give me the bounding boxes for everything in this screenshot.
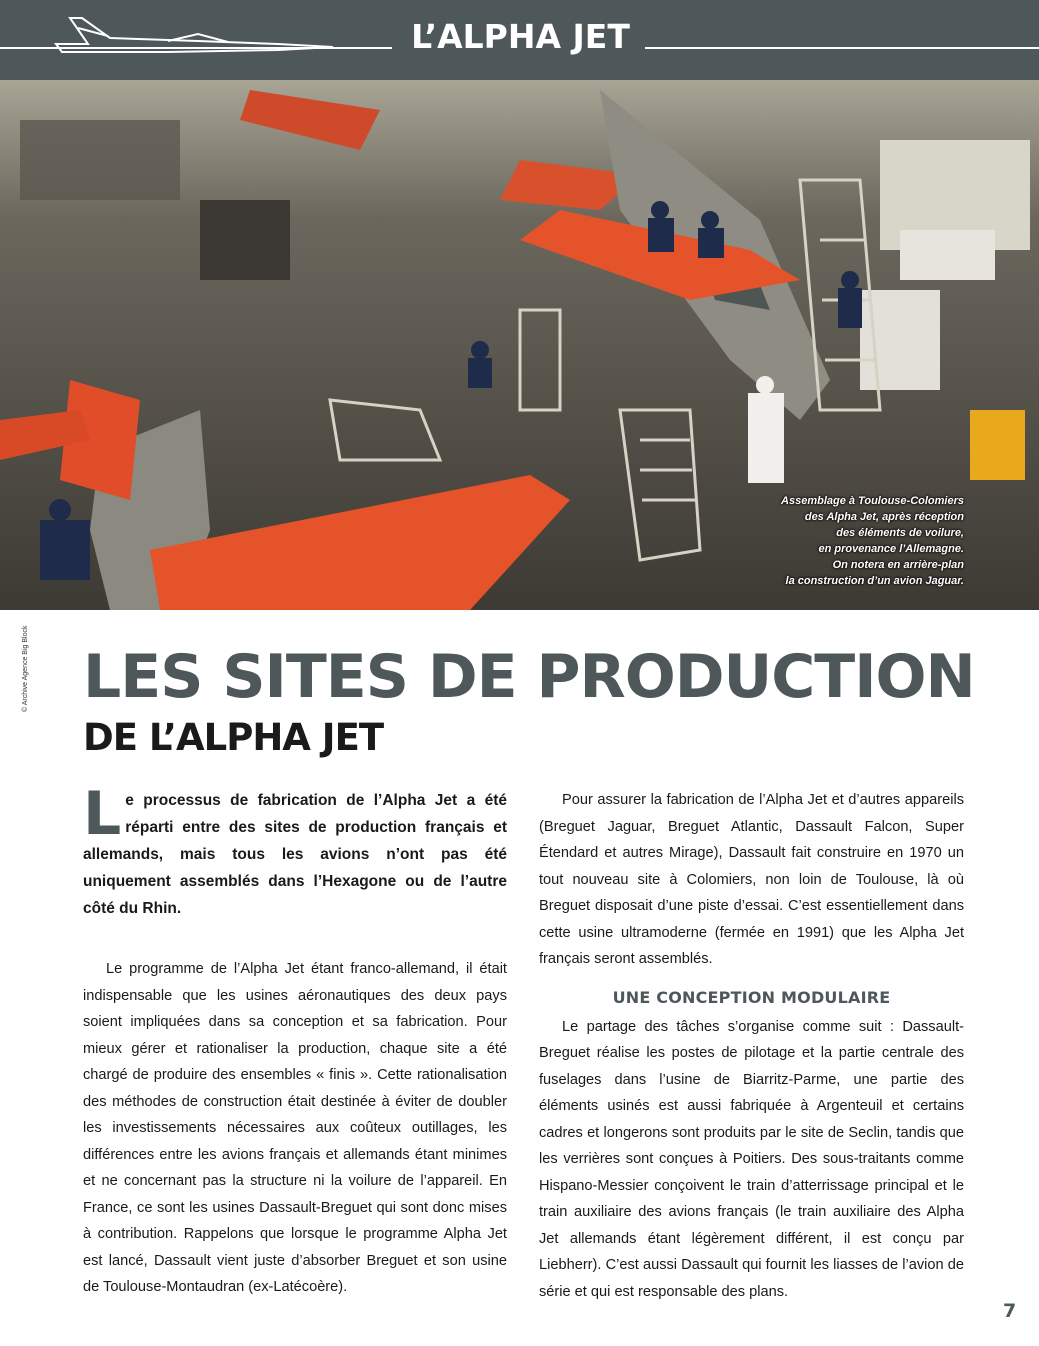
caption-line: des éléments de voilure, [836,527,964,539]
left-column [83,779,507,1301]
body-paragraph: Pour assurer la fabrication de l’Alpha Jet et d’autres appareils (Breguet Jaguar, Breguet Atlantic, Dassault Falcon, Super Étendard et autres Mirage), Dassault fait construire en 1970 un tout nouveau site à Colomiers, non loin de Toulouse, là où Breguet disposait d’une piste d’essai. C’est essentiellement dans cette usine ultramoderne (fermée en 1991) que les Alpha Jet français seront assemblés. [539,792,964,967]
body-paragraph: Le programme de l’Alpha Jet étant franco-allemand, il était indispensable que les usines aéronautiques des deux pays soient impliquées dans sa conception et sa fabrication. Pour mieux gérer et rationaliser la production, chaque site a été chargé de produire des ensembles « finis ». Cette rationalisation des méthodes de construction était destinée à éviter de doubler les investissements nécessaires aux coûteux outillages, les différences entre les avions français et allemands étant minimes et ne concernant pas la structure ni la voilure de l’appareil. En France, ce sont les usines Dassault-Breguet qui sont donc mises à contribution. Rappelons que lorsque le programme Alpha Jet est lancé, Dassault vient juste d’absorber Breguet et son usine de Toulouse-Montaudran (ex-Latécoère). [83,961,507,1295]
section-heading: UNE CONCEPTION MODULAIRE [612,987,891,1007]
body-paragraph: Le partage des tâches s’organise comme suit : Dassault-Breguet réalise les postes de pilotage et la partie centrale des fuselages dans l’usine de Biarritz-Parme, une partie des éléments usinés est aussi fabriquée à Argenteuil et certains cadres et longerons sont produits par le site de Seclin, tandis que les verrières sont conçues à Poitiers. Des sous-traitants comme Hispano-Messier conçoivent le train d’atterrissage principal et le train auxiliaire des avions français (le train auxiliaire des Alpha Jet allemands étant légèrement différent, il est conçu par Liebherr). C’est aussi Dassault qui fournit les liasses de l’avion de série et qui est responsable des plans. [539,1018,964,1300]
caption-line: des Alpha Jet, après réception [804,511,964,523]
article-subtitle: DE L’ALPHA JET [83,716,384,759]
header-title: L’ALPHA JET [411,17,630,56]
lead-paragraph [83,779,507,922]
caption-line: Assemblage à Toulouse-Colomiers [781,495,964,507]
jet-outline-icon [48,8,338,56]
caption-line: la construction d’un avion Jaguar. [785,575,964,587]
photo-caption [781,493,964,589]
caption-line: en provenance l’Allemagne. [818,543,964,555]
right-column [539,787,964,1305]
page-number: 7 [1003,1300,1017,1322]
photo-credit: © Archive Agence Big Block [22,625,29,712]
factory-photo [0,80,1039,610]
caption-line: On notera en arrière-plan [832,559,964,571]
page-header [0,0,1039,80]
article-title: LES SITES DE PRODUCTION [83,642,975,712]
drop-cap: L [83,779,122,849]
header-rule-right [645,47,1039,49]
lead-text: e processus de fabrication de l’Alpha Jet a été réparti entre des sites de production français et allemands, mais tous les avions n’ont pas été uniquement assemblés dans l’Hexagone ou de l’autre côté du Rhin. [83,792,507,917]
